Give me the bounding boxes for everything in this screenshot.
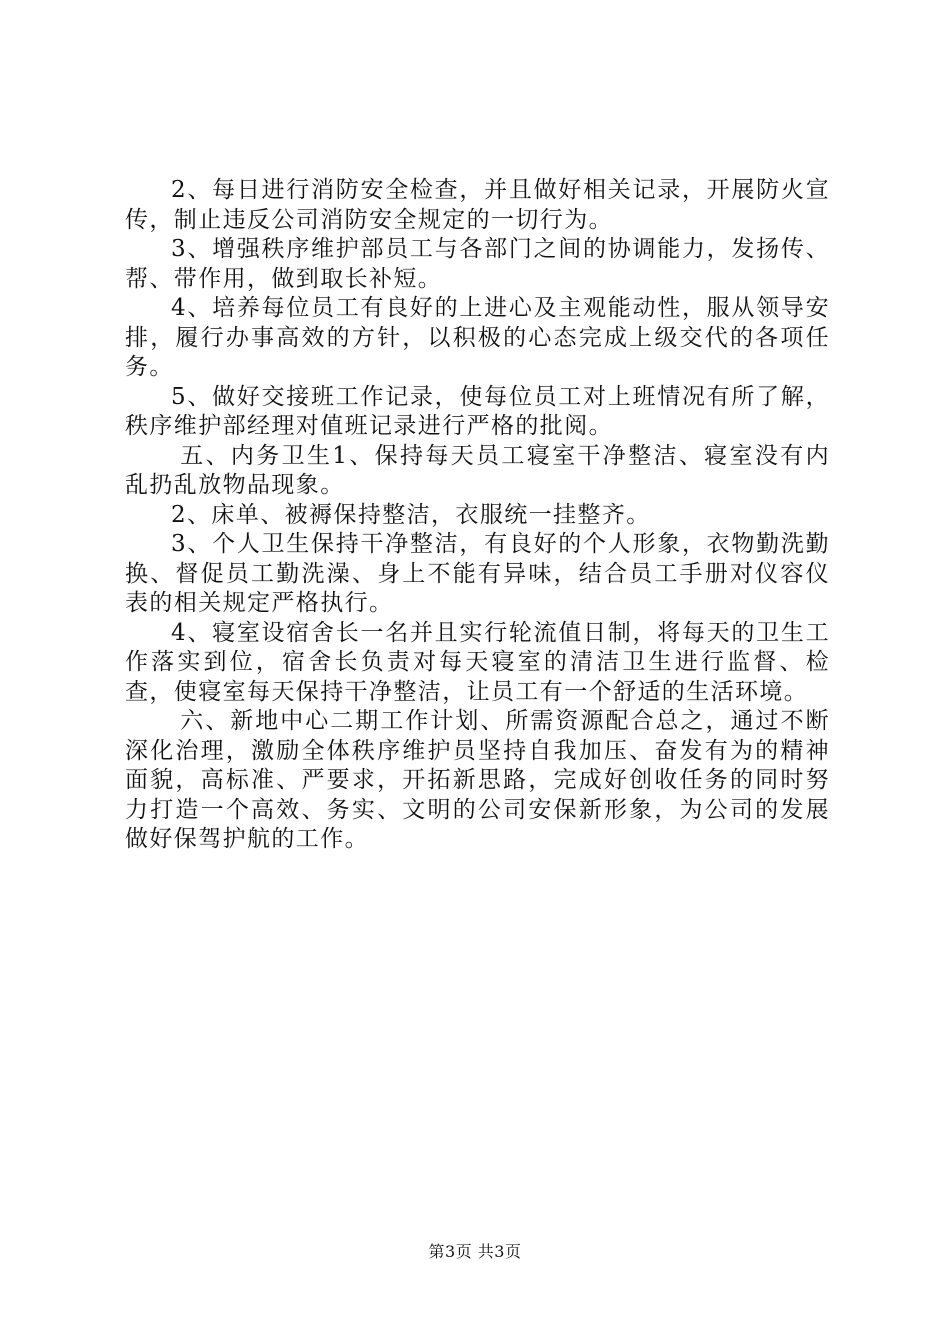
paragraph-bedding: 2、床单、被褥保持整洁，衣服统一挂整齐。: [171, 501, 651, 528]
paragraph-section-plan: 六、新地中心二期工作计划、所需资源配合总之，通过不断深化治理，激励全体秩序维护员坚持自我加压、奋发有为的精神面貌，高标准、严要求，开拓新思路，完成好创收任务的同时努力打造一个高效、务实、文明的公司安保新形象，为公司的发展做好保驾护航的工作。: [125, 708, 830, 852]
paragraph-shift-handover: 5、做好交接班工作记录，使每位员工对上班情况有所了解，秩序维护部经理对值班记录进行严格的批阅。: [125, 383, 830, 439]
paragraph-coordination: 3、增强秩序维护部员工与各部门之间的协调能力，发扬传、帮、带作用，做到取长补短。: [125, 236, 830, 292]
paragraph-dorm-leader: 4、寝室设宿舍长一名并且实行轮流值日制，将每天的卫生工作落实到位，宿舍长负责对每天寝室的清洁卫生进行监督、检查，使寝室每天保持干净整洁，让员工有一个舒适的生活环境。: [125, 619, 830, 705]
page-number-footer: 第3页 共3页: [428, 1242, 522, 1261]
document-body: [125, 176, 830, 855]
paragraph-personal-hygiene: 3、个人卫生保持干净整洁，有良好的个人形象，衣物勤洗勤换、督促员工勤洗澡、身上不能有异味，结合员工手册对仪容仪表的相关规定严格执行。: [125, 531, 830, 616]
paragraph-section-hygiene: 五、内务卫生1、保持每天员工寝室干净整洁、寝室没有内乱扔乱放物品现象。: [125, 442, 830, 498]
paragraph-motivation: 4、培养每位员工有良好的上进心及主观能动性，服从领导安排，履行办事高效的方针，以积极的心态完成上级交代的各项任务。: [125, 295, 830, 380]
paragraph-fire-safety: 2、每日进行消防安全检查，并且做好相关记录，开展防火宣传，制止违反公司消防安全规定的一切行为。: [125, 177, 830, 233]
